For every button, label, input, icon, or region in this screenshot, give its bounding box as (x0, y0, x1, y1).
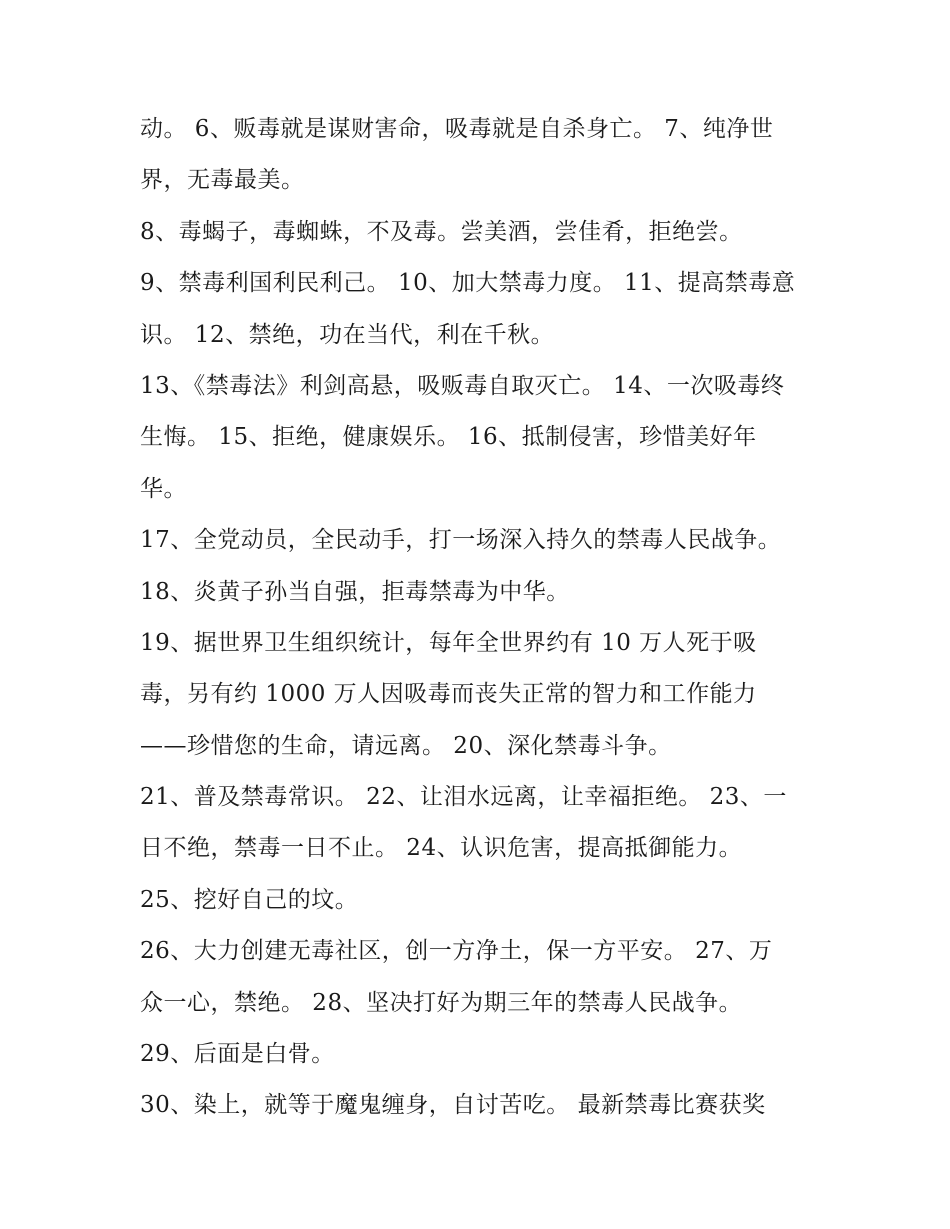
text-line: 25、挖好自己的坟。 (140, 886, 359, 913)
text-line: 8、毒蝎子，毒蜘蛛，不及毒。尝美酒，尝佳肴，拒绝尝。 (140, 218, 743, 245)
text-line: 日不绝，禁毒一日不止。 24、认识危害，提高抵御能力。 (140, 835, 743, 862)
text-line: 13、《禁毒法》利剑高悬，吸贩毒自取灭亡。 14、一次吸毒终 (140, 372, 785, 399)
text-line: 19、据世界卫生组织统计，每年全世界约有 10 万人死于吸 (140, 629, 757, 656)
text-line: 界，无毒最美。 (140, 167, 305, 194)
text-line: 动。 6、贩毒就是谋财害命，吸毒就是自杀身亡。 7、纯净世 (140, 116, 774, 142)
text-line: 17、全党动员，全民动手，打一场深入持久的禁毒人民战争。 (140, 527, 782, 554)
text-line: 华。 (140, 475, 187, 502)
text-line: 26、大力创建无毒社区，创一方净土，保一方平安。 27、万 (140, 938, 773, 965)
text-line: 21、普及禁毒常识。 22、让泪水远离，让幸福拒绝。 23、一 (140, 784, 787, 811)
text-line: 9、禁毒利国利民利己。 10、加大禁毒力度。 11、提高禁毒意 (140, 270, 796, 297)
text-line: 毒，另有约 1000 万人因吸毒而丧失正常的智力和工作能力 (140, 681, 757, 708)
text-line: 29、后面是白骨。 (140, 1041, 335, 1068)
text-line: 30、染上，就等于魔鬼缠身，自讨苦吃。 最新禁毒比赛获奖 (140, 1092, 766, 1119)
text-line: 生悔。 15、拒绝，健康娱乐。 16、抵制侵害，珍惜美好年 (140, 424, 757, 451)
text-line: 识。 12、禁绝，功在当代，利在千秋。 (140, 321, 555, 348)
document-body (140, 104, 820, 1132)
text-line: ——珍惜您的生命，请远离。 20、深化禁毒斗争。 (140, 732, 672, 759)
text-line: 18、炎黄子孙当自强，拒毒禁毒为中华。 (140, 578, 570, 605)
text-line: 众一心，禁绝。 28、坚决打好为期三年的禁毒人民战争。 (140, 989, 743, 1016)
